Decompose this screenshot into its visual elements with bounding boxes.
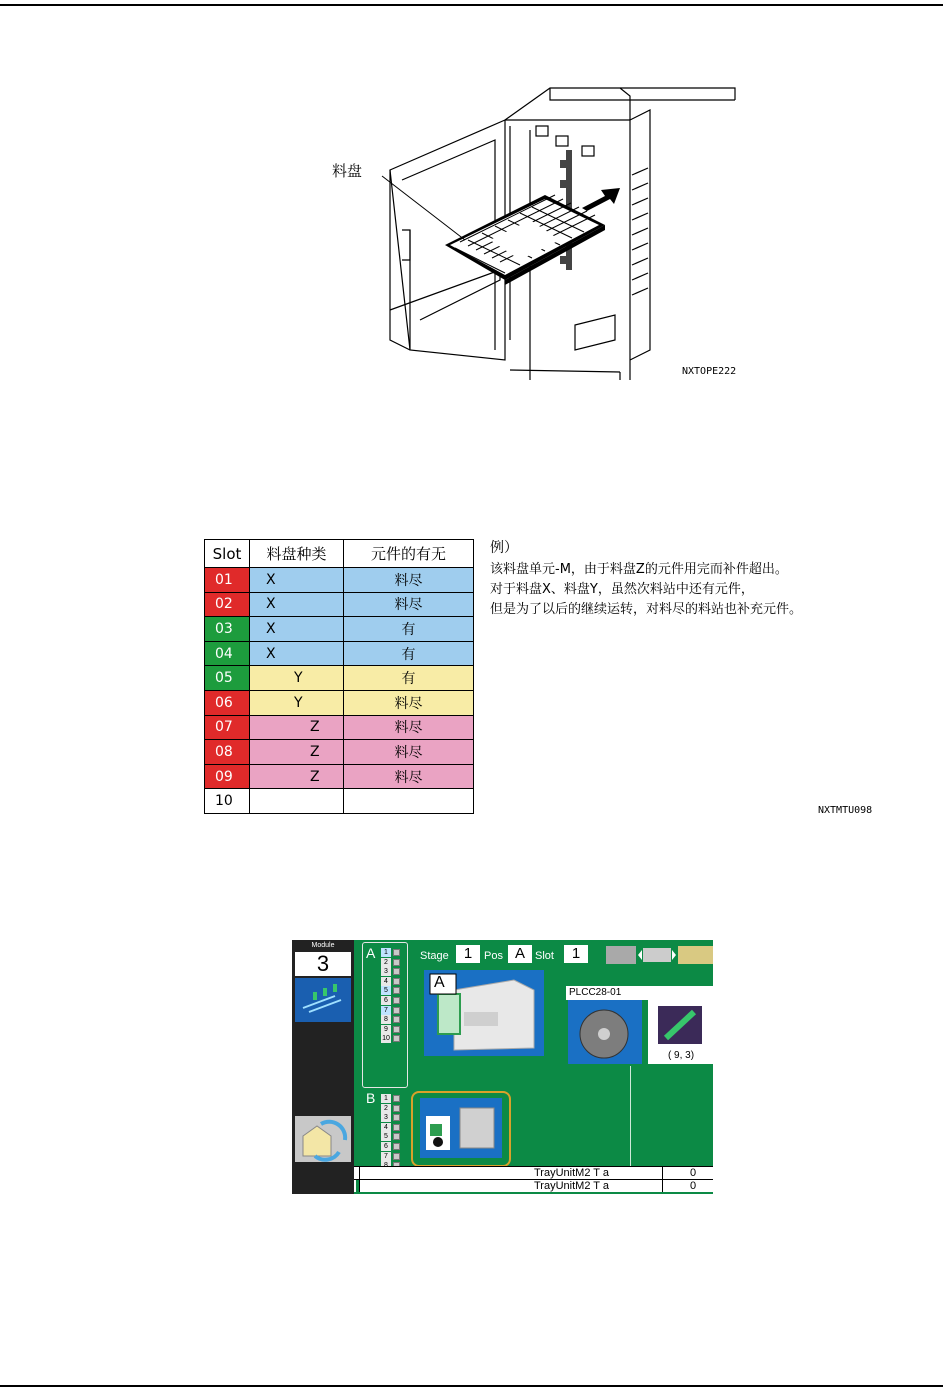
tray-kind-cell: Z: [250, 740, 344, 765]
status-row: [354, 1166, 713, 1179]
table-body: [205, 568, 474, 814]
table-row: [205, 789, 474, 814]
slot-number-a[interactable]: 2: [381, 958, 391, 967]
slot-indicator: [393, 1105, 400, 1112]
tray-kind-cell: Y: [250, 666, 344, 691]
row-name: TrayUnitM2 T a: [534, 1180, 609, 1192]
presence-cell: 料尽: [344, 592, 474, 617]
slot-number-a[interactable]: 3: [381, 967, 391, 976]
slot-cell: 07: [205, 715, 250, 740]
bottom-rule: [0, 1385, 943, 1387]
slot-indicator: [393, 1124, 400, 1131]
stage-label: Stage: [420, 950, 449, 962]
slot-indicator: [393, 987, 400, 994]
presence-cell: 料尽: [344, 690, 474, 715]
slot-value[interactable]: 1: [564, 945, 588, 963]
section-b-label: B: [366, 1090, 376, 1106]
slot-number-a[interactable]: 1: [381, 948, 391, 957]
slot-indicator: [393, 1114, 400, 1121]
slot-number-b[interactable]: 5: [381, 1132, 391, 1141]
table-row: [205, 715, 474, 740]
tray-kind-cell: Z: [250, 764, 344, 789]
slot-indicator: [393, 1007, 400, 1014]
slot-number-a[interactable]: 10: [382, 1035, 390, 1043]
slot-cell: 08: [205, 740, 250, 765]
note-line: 但是为了以后的继续运转，对料尽的料站也补充元件。: [490, 602, 803, 617]
row-separator: [662, 1180, 663, 1192]
presence-cell: 有: [344, 617, 474, 642]
row-separator: [662, 1167, 663, 1179]
slot-indicator: [393, 1016, 400, 1023]
table-row: [205, 666, 474, 691]
tray-unit-drawing: [320, 80, 780, 390]
presence-cell: [344, 789, 474, 814]
module-label: Module: [311, 942, 335, 949]
slot-number-b[interactable]: 7: [381, 1152, 391, 1161]
presence-cell: 料尽: [344, 715, 474, 740]
slot-indicator: [393, 1095, 400, 1102]
slot-cell: 03: [205, 617, 250, 642]
table-row: [205, 592, 474, 617]
machine-screen: [292, 940, 713, 1194]
slot-status-table: [204, 539, 474, 814]
tray-exchange-button[interactable]: [420, 1098, 502, 1158]
row-value: 0: [690, 1180, 697, 1192]
row-marker: [356, 1167, 360, 1179]
table-row: [205, 617, 474, 642]
reel-icon: [568, 1000, 642, 1064]
section-a-label: A: [366, 945, 376, 961]
pos-value[interactable]: A: [508, 945, 532, 963]
head-a-graphic: [424, 970, 544, 1056]
slot-indicator: [393, 1153, 400, 1160]
slot-cell: 04: [205, 641, 250, 666]
tray-unit-icon[interactable]: [295, 978, 351, 1022]
tray-insertion-figure: [320, 80, 780, 390]
slot-cell: 02: [205, 592, 250, 617]
slot-cell: 01: [205, 568, 250, 593]
presence-cell: 料尽: [344, 568, 474, 593]
table-row: [205, 568, 474, 593]
note-line: 该料盘单元-M，由于料盘Z的元件用完而补件超出。: [490, 562, 788, 577]
tray-coordinate: ( 9, 3): [667, 1050, 695, 1061]
slot-number-a[interactable]: 6: [381, 996, 391, 1005]
note-line: 对于料盘X、料盘Y，虽然次料站中还有元件，: [490, 582, 754, 597]
slot-cell: 09: [205, 764, 250, 789]
slot-label: Slot: [535, 950, 554, 962]
module-number[interactable]: 3: [295, 952, 351, 976]
header-slot: Slot: [205, 540, 250, 568]
exchange-icon[interactable]: [295, 1116, 351, 1162]
slot-indicator: [393, 968, 400, 975]
part-name: PLCC28-01: [566, 986, 713, 1000]
tray-kind-cell: [250, 789, 344, 814]
table-row: [205, 740, 474, 765]
table-row: [205, 690, 474, 715]
tray-kind-cell: Z: [250, 715, 344, 740]
slot-number-b[interactable]: 4: [381, 1123, 391, 1132]
slot-number-a[interactable]: 5: [381, 986, 391, 995]
slot-cell: 05: [205, 666, 250, 691]
pos-label: Pos: [484, 950, 503, 962]
presence-cell: 料尽: [344, 740, 474, 765]
slot-indicator: [393, 997, 400, 1004]
table-row: [205, 764, 474, 789]
stage-value[interactable]: 1: [456, 945, 480, 963]
table-row: [205, 641, 474, 666]
tray-kind-cell: X: [250, 592, 344, 617]
tray-kind-cell: X: [250, 641, 344, 666]
slot-number-b[interactable]: 2: [381, 1104, 391, 1113]
tray-kind-cell: X: [250, 617, 344, 642]
row-marker: [356, 1180, 360, 1192]
header-tray-kind: 料盘种类: [250, 540, 344, 568]
tray-kind-cell: Y: [250, 690, 344, 715]
nozzle-selector[interactable]: [606, 944, 713, 966]
tray-label: 料盘: [332, 162, 363, 180]
slot-indicator: [393, 1133, 400, 1140]
slot-number-a[interactable]: 7: [381, 1006, 391, 1015]
head-letter: A: [434, 974, 445, 991]
slot-number-a[interactable]: 9: [381, 1025, 391, 1034]
row-value: 0: [690, 1167, 697, 1179]
table-header-row: [205, 540, 474, 568]
top-rule: [0, 4, 943, 6]
example-note: [490, 538, 802, 620]
presence-cell: 料尽: [344, 764, 474, 789]
presence-cell: 有: [344, 666, 474, 691]
slot-number-b[interactable]: 6: [381, 1142, 391, 1151]
slot-number-b[interactable]: 3: [381, 1113, 391, 1122]
module-panel: [292, 940, 354, 1194]
divider: [630, 1066, 631, 1166]
slot-indicator: [393, 1035, 400, 1042]
header-component-presence: 元件的有无: [344, 540, 474, 568]
figure-code-1: NXTOPE222: [682, 366, 737, 377]
figure-code-2: NXTMTU098: [818, 805, 873, 816]
presence-cell: 有: [344, 641, 474, 666]
slot-cell: 10: [205, 789, 250, 814]
slot-cell: 06: [205, 690, 250, 715]
tray-kind-cell: X: [250, 568, 344, 593]
slot-number-a[interactable]: 8: [381, 1015, 391, 1024]
status-row: [354, 1179, 713, 1192]
slot-indicator: [393, 1026, 400, 1033]
note-title: 例）: [490, 540, 518, 556]
slot-number-a[interactable]: 4: [381, 977, 391, 986]
slot-indicator: [393, 949, 400, 956]
slot-indicator: [393, 959, 400, 966]
slot-indicator: [393, 1143, 400, 1150]
slot-indicator: [393, 978, 400, 985]
row-name: TrayUnitM2 T a: [534, 1167, 609, 1179]
slot-number-b[interactable]: 1: [381, 1094, 391, 1103]
